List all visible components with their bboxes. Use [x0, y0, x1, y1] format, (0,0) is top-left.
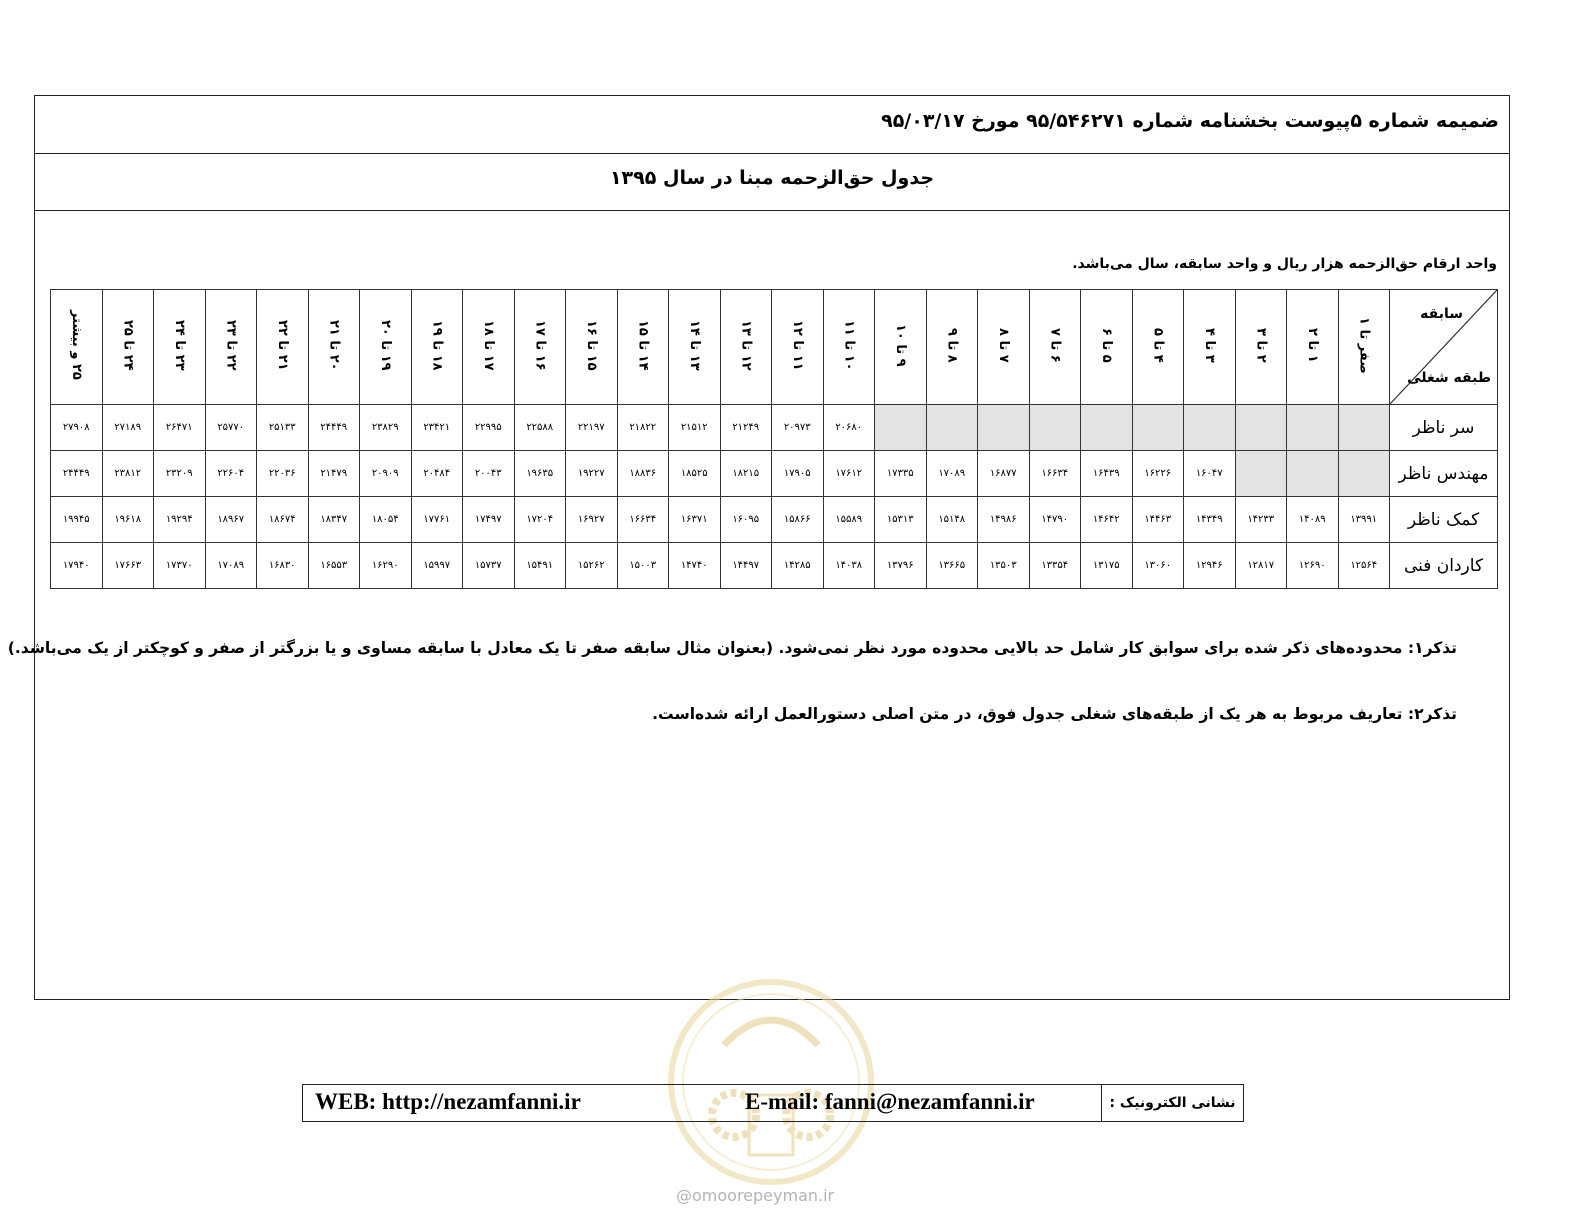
fee-cell: ۱۴۰۸۹	[1287, 497, 1339, 543]
note-1: تذکر۱: محدوده‌های ذکر شده برای سوابق کار شامل حد بالایی محدوده مورد نظر نمی‌شود. (بعنوان مثال سابقه صفر تا یک معادل با سابقه مساوی و یا بزرگتر از صفر و کوچکتر از یک می‌باشد.)	[7, 639, 1457, 657]
column-header-label: ۴ تا ۵	[1150, 327, 1166, 363]
fee-cell: ۱۶۵۵۳	[308, 543, 360, 589]
column-header	[1287, 290, 1339, 405]
row-label: سر ناظر	[1390, 405, 1498, 451]
empty-cell	[1287, 405, 1339, 451]
column-header	[669, 290, 721, 405]
empty-cell	[978, 405, 1030, 451]
fee-cell: ۲۳۴۲۱	[411, 405, 463, 451]
column-header-label: ۲۵ و بیشتر	[68, 310, 84, 380]
fee-cell: ۲۱۵۱۲	[669, 405, 721, 451]
fee-cell: ۲۰۹۷۳	[772, 405, 824, 451]
fee-cell: ۱۶۸۳۰	[257, 543, 309, 589]
column-header	[1184, 290, 1236, 405]
column-header	[720, 290, 772, 405]
footer-email-link[interactable]: E-mail: fanni@nezamfanni.ir	[745, 1089, 1035, 1114]
fee-cell: ۲۶۴۷۱	[154, 405, 206, 451]
fee-cell: ۱۲۸۱۷	[1235, 543, 1287, 589]
fee-cell: ۲۴۴۴۹	[308, 405, 360, 451]
column-header	[1338, 290, 1390, 405]
column-header	[566, 290, 618, 405]
fee-cell: ۱۳۳۵۴	[1029, 543, 1081, 589]
page-title: جدول حق‌الزحمه مبنا در سال ۱۳۹۵	[609, 167, 935, 189]
fee-cell: ۱۶۰۹۵	[720, 497, 772, 543]
fee-cell: ۱۳۱۷۵	[1081, 543, 1133, 589]
fee-cell: ۲۳۲۰۹	[154, 451, 206, 497]
column-header-label: ۳ تا ۴	[1201, 327, 1217, 363]
fee-cell: ۱۷۶۱۲	[823, 451, 875, 497]
fee-cell: ۱۳۶۶۵	[926, 543, 978, 589]
corner-job-class-label: طبقه شغلی	[1407, 370, 1491, 386]
fee-cell: ۱۵۷۳۷	[463, 543, 515, 589]
fee-cell: ۱۶۰۴۷	[1184, 451, 1236, 497]
fee-cell: ۲۰۹۰۹	[360, 451, 412, 497]
fee-cell: ۲۳۸۲۹	[360, 405, 412, 451]
column-header-label: ۱۱ تا ۱۲	[789, 319, 805, 371]
column-header	[823, 290, 875, 405]
fee-cell: ۱۲۶۹۰	[1287, 543, 1339, 589]
fee-cell: ۱۸۶۷۴	[257, 497, 309, 543]
column-header-label: ۱۵ تا ۱۶	[583, 319, 599, 371]
row-label: مهندس ناظر	[1390, 451, 1498, 497]
fee-cell: ۲۲۶۰۴	[205, 451, 257, 497]
column-header-label: ۱ تا ۲	[1304, 327, 1320, 363]
column-header	[51, 290, 103, 405]
fee-cell: ۲۲۱۹۷	[566, 405, 618, 451]
column-header	[257, 290, 309, 405]
corner-experience-label: سابقه	[1420, 306, 1463, 322]
column-header	[1235, 290, 1287, 405]
fee-cell: ۱۹۶۱۸	[102, 497, 154, 543]
fee-cell: ۱۳۷۹۶	[875, 543, 927, 589]
column-header-label: صفر تا ۱	[1356, 316, 1372, 374]
column-header-label: ۵ تا ۶	[1098, 327, 1114, 363]
empty-cell	[1184, 405, 1236, 451]
fee-cell: ۲۰۰۴۳	[463, 451, 515, 497]
column-header	[463, 290, 515, 405]
fee-cell: ۱۶۸۷۷	[978, 451, 1030, 497]
fee-cell: ۱۵۵۸۹	[823, 497, 875, 543]
fee-cell: ۱۴۰۳۸	[823, 543, 875, 589]
fee-cell: ۱۶۶۳۴	[617, 497, 669, 543]
attachment-line: ضمیمه شماره ۵پیوست بخشنامه شماره ۹۵/۵۴۶۲۷۱ مورخ ۹۵/۰۳/۱۷	[881, 110, 1499, 132]
fee-cell: ۱۸۲۱۵	[720, 451, 772, 497]
column-header-label: ۲۴ تا ۲۵	[120, 319, 136, 371]
fee-cell: ۱۹۲۹۴	[154, 497, 206, 543]
empty-cell	[1338, 405, 1390, 451]
column-header	[1029, 290, 1081, 405]
fee-cell: ۱۵۲۶۲	[566, 543, 618, 589]
fee-cell: ۱۶۲۹۰	[360, 543, 412, 589]
fee-cell: ۱۴۲۳۳	[1235, 497, 1287, 543]
footer-web-link[interactable]: WEB: http://nezamfanni.ir	[315, 1089, 581, 1114]
fee-cell: ۱۸۸۳۶	[617, 451, 669, 497]
column-header-label: ۱۶ تا ۱۷	[532, 319, 548, 371]
fee-cell: ۱۲۵۶۴	[1338, 543, 1390, 589]
fee-cell: ۱۶۹۲۷	[566, 497, 618, 543]
fee-cell: ۱۸۳۴۷	[308, 497, 360, 543]
column-header-label: ۱۰ تا ۱۱	[841, 319, 857, 371]
empty-cell	[1235, 405, 1287, 451]
column-header-label: ۱۹ تا ۲۰	[377, 319, 393, 371]
fee-cell: ۱۶۴۳۹	[1081, 451, 1133, 497]
document-frame	[7, 95, 1510, 1000]
column-header	[978, 290, 1030, 405]
fee-cell: ۱۸۵۲۵	[669, 451, 721, 497]
empty-cell	[1338, 451, 1390, 497]
fee-cell: ۲۱۸۲۲	[617, 405, 669, 451]
fee-cell: ۱۸۹۶۷	[205, 497, 257, 543]
empty-cell	[1029, 405, 1081, 451]
fee-cell: ۲۱۲۴۹	[720, 405, 772, 451]
row-label: کاردان فنی	[1390, 543, 1498, 589]
fee-cell: ۱۳۰۶۰	[1132, 543, 1184, 589]
fee-cell: ۱۴۹۸۶	[978, 497, 1030, 543]
fee-cell: ۱۴۷۴۰	[669, 543, 721, 589]
empty-cell	[1081, 405, 1133, 451]
fee-cell: ۱۷۷۶۱	[411, 497, 463, 543]
attachment-row	[35, 96, 1509, 154]
fee-cell: ۱۴۴۹۷	[720, 543, 772, 589]
fee-cell: ۲۱۴۷۹	[308, 451, 360, 497]
footer-contact	[302, 1084, 1244, 1122]
fee-cell: ۱۶۲۲۶	[1132, 451, 1184, 497]
fee-cell: ۱۷۲۰۴	[514, 497, 566, 543]
column-header	[1132, 290, 1184, 405]
fee-cell: ۱۹۶۳۵	[514, 451, 566, 497]
fee-cell: ۱۹۲۲۷	[566, 451, 618, 497]
column-header-label: ۲۰ تا ۲۱	[326, 319, 342, 371]
fee-cell: ۱۴۷۹۰	[1029, 497, 1081, 543]
column-header-label: ۲ تا ۳	[1253, 327, 1269, 363]
fee-cell: ۲۰۶۸۰	[823, 405, 875, 451]
column-header	[154, 290, 206, 405]
empty-cell	[1132, 405, 1184, 451]
column-header	[205, 290, 257, 405]
fee-cell: ۱۵۳۱۳	[875, 497, 927, 543]
table-row	[51, 497, 1498, 543]
watermark-text: @omoorepeyman.ir	[676, 1186, 835, 1205]
footer-label: نشانی الکترونیک :	[1101, 1085, 1243, 1121]
column-header-label: ۹ تا ۱۰	[892, 323, 908, 367]
unit-note: واحد ارقام حق‌الزحمه هزار ریال و واحد سابقه، سال می‌باشد.	[1072, 256, 1497, 272]
fee-cell: ۲۲۵۸۸	[514, 405, 566, 451]
empty-cell	[875, 405, 927, 451]
fee-cell: ۱۷۹۰۵	[772, 451, 824, 497]
fee-cell: ۲۵۷۷۰	[205, 405, 257, 451]
column-header	[772, 290, 824, 405]
column-header	[875, 290, 927, 405]
fee-cell: ۲۳۸۱۲	[102, 451, 154, 497]
fee-table	[50, 289, 1498, 589]
watermark-logo-icon	[664, 975, 878, 1189]
fee-cell: ۲۷۹۰۸	[51, 405, 103, 451]
column-header-label: ۱۴ تا ۱۵	[635, 319, 651, 371]
fee-cell: ۱۵۴۹۱	[514, 543, 566, 589]
column-header-label: ۲۱ تا ۲۲	[274, 319, 290, 371]
table-row	[51, 451, 1498, 497]
fee-cell: ۱۵۹۹۷	[411, 543, 463, 589]
fee-cell: ۱۵۸۶۶	[772, 497, 824, 543]
fee-cell: ۱۴۲۸۵	[772, 543, 824, 589]
fee-cell: ۱۷۳۳۵	[875, 451, 927, 497]
fee-cell: ۱۵۰۰۳	[617, 543, 669, 589]
fee-cell: ۲۷۱۸۹	[102, 405, 154, 451]
empty-cell	[926, 405, 978, 451]
empty-cell	[1235, 451, 1287, 497]
column-header	[1081, 290, 1133, 405]
title-row	[35, 153, 1509, 211]
fee-cell: ۱۷۳۷۰	[154, 543, 206, 589]
fee-cell: ۱۳۵۰۳	[978, 543, 1030, 589]
column-header-label: ۱۸ تا ۱۹	[429, 319, 445, 371]
fee-cell: ۱۶۳۷۱	[669, 497, 721, 543]
fee-cell: ۱۹۹۴۵	[51, 497, 103, 543]
column-header-label: ۶ تا ۷	[1047, 327, 1063, 363]
column-header-label: ۲۳ تا ۲۴	[171, 319, 187, 371]
empty-cell	[1287, 451, 1339, 497]
column-header-label: ۱۷ تا ۱۸	[480, 319, 496, 371]
fee-cell: ۱۷۰۸۹	[926, 451, 978, 497]
fee-cell: ۱۷۰۸۹	[205, 543, 257, 589]
fee-cell: ۱۷۶۶۳	[102, 543, 154, 589]
column-header-label: ۸ تا ۹	[944, 327, 960, 363]
fee-cell: ۱۲۹۴۶	[1184, 543, 1236, 589]
column-header	[514, 290, 566, 405]
fee-cell: ۱۷۹۴۰	[51, 543, 103, 589]
fee-cell: ۱۴۶۴۲	[1081, 497, 1133, 543]
note-2: تذکر۲: تعاریف مربوط به هر یک از طبقه‌های شغلی جدول فوق، در متن اصلی دستورالعمل ارائه شده‌است.	[652, 705, 1457, 723]
column-header	[308, 290, 360, 405]
fee-cell: ۲۴۴۴۹	[51, 451, 103, 497]
fee-cell: ۱۳۹۹۱	[1338, 497, 1390, 543]
table-header-row	[51, 290, 1498, 405]
corner-cell	[1390, 290, 1498, 405]
column-header	[617, 290, 669, 405]
fee-cell: ۱۶۶۳۴	[1029, 451, 1081, 497]
column-header	[360, 290, 412, 405]
fee-cell: ۱۸۰۵۴	[360, 497, 412, 543]
fee-cell: ۲۰۴۸۴	[411, 451, 463, 497]
fee-cell: ۱۵۱۴۸	[926, 497, 978, 543]
column-header	[926, 290, 978, 405]
column-header-label: ۱۲ تا ۱۳	[738, 319, 754, 371]
column-header-label: ۷ تا ۸	[995, 327, 1011, 363]
fee-cell: ۲۲۰۳۶	[257, 451, 309, 497]
fee-cell: ۲۲۹۹۵	[463, 405, 515, 451]
column-header	[102, 290, 154, 405]
column-header-label: ۱۳ تا ۱۴	[686, 319, 702, 371]
fee-cell: ۱۴۳۴۹	[1184, 497, 1236, 543]
fee-cell: ۱۷۴۹۷	[463, 497, 515, 543]
table-row	[51, 405, 1498, 451]
fee-cell: ۲۵۱۳۳	[257, 405, 309, 451]
column-header	[411, 290, 463, 405]
fee-cell: ۱۴۴۶۳	[1132, 497, 1184, 543]
column-header-label: ۲۲ تا ۲۳	[223, 319, 239, 371]
table-row	[51, 543, 1498, 589]
row-label: کمک ناظر	[1390, 497, 1498, 543]
